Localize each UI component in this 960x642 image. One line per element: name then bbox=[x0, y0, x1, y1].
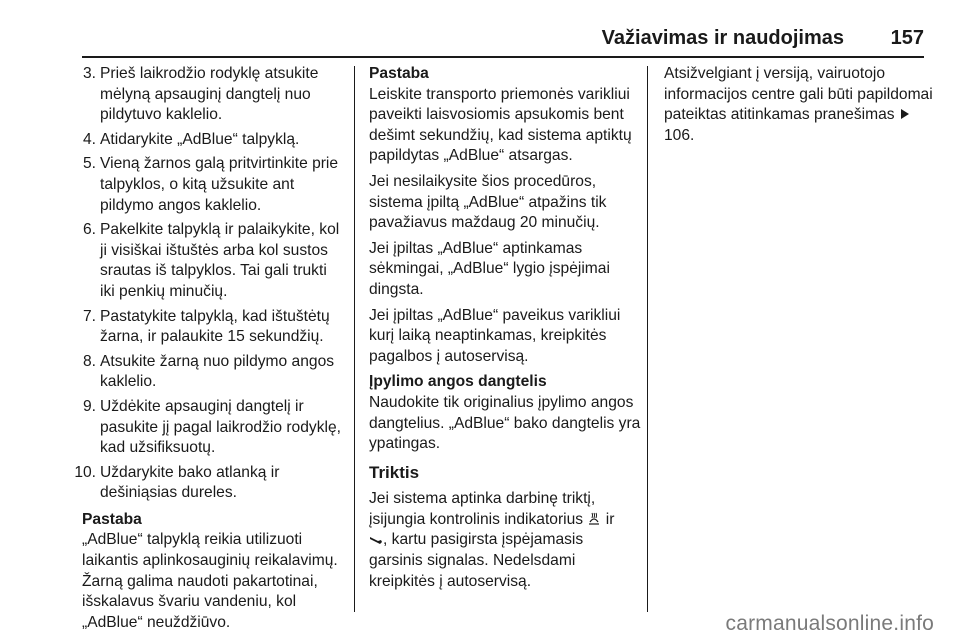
list-item bbox=[70, 463, 342, 504]
step-number: 5. bbox=[82, 155, 96, 173]
note-paragraph: Leiskite transporto priemonės varikliui paveikti laisvosiomis apsukomis bent dešimt sekundžių, kad sistema aptiktų papildytas „AdBlue“ atsargas. bbox=[369, 85, 632, 165]
list-item bbox=[70, 64, 342, 126]
note-paragraph: Jei nesilaikysite šios procedūros, sistema įpiltą „AdBlue“ atpažins tik pavažiavus maždaug 20 minučių. bbox=[369, 172, 607, 232]
fault-text-end: , kartu pasigirsta įspėjamasis garsinis signalas. Nedelsdami kreipkitės į autoservisą. bbox=[369, 531, 584, 590]
note-text: „AdBlue“ talpyklą reikia utilizuoti laikantis aplinkosauginių reikalavimų. Žarną galima naudoti pakartotinai, išskalavus švariu vandeniu, kol „AdBlue“ neuždžiūvo. bbox=[82, 531, 338, 631]
list-item bbox=[70, 130, 342, 151]
column-2 bbox=[369, 64, 641, 597]
list-item bbox=[70, 352, 342, 393]
fault-text-start: Jei sistema aptinka darbinę triktį, įsijungia kontrolinis indikatorius bbox=[369, 490, 596, 528]
step-number: 4. bbox=[82, 130, 96, 148]
step-text: Atidarykite „AdBlue“ talpyklą. bbox=[100, 130, 300, 148]
fault-text-ir: ir bbox=[605, 510, 615, 528]
list-item bbox=[70, 397, 342, 459]
list-item bbox=[70, 307, 342, 348]
note-heading: Pastaba bbox=[369, 65, 429, 82]
step-text: Atsukite žarną nuo pildymo angos kaklelio. bbox=[100, 352, 335, 391]
step-number: 3. bbox=[82, 65, 96, 82]
note-heading: Pastaba bbox=[82, 510, 142, 528]
note-block bbox=[82, 510, 342, 634]
watermark: carmanualsonline.info bbox=[725, 612, 934, 635]
page-reference-link[interactable]: 106. bbox=[664, 126, 695, 144]
header-divider bbox=[82, 56, 924, 58]
step-number: 10. bbox=[74, 463, 96, 481]
step-text: Uždėkite apsauginį dangtelį ir pasukite jį pagal laikrodžio rodyklę, kad užsifiksuotų. bbox=[100, 397, 341, 457]
step-number: 8. bbox=[82, 352, 96, 370]
step-text: Pakelkite talpyklą ir palaikykite, kol ji visiškai ištuštės arba kol sustos srautas iš talpyklos. Tai gali trukti iki penkių minučių. bbox=[100, 221, 340, 300]
list-item bbox=[70, 154, 342, 216]
column-divider-1 bbox=[354, 66, 355, 612]
column-3 bbox=[664, 64, 936, 151]
column-1 bbox=[70, 64, 342, 633]
section-subheading: Įpylimo angos dangtelis bbox=[369, 373, 547, 391]
step-text: Uždarykite bako atlanką ir dešiniąsias dureles. bbox=[100, 463, 280, 502]
paragraph bbox=[369, 489, 641, 592]
paragraph bbox=[664, 64, 936, 146]
step-text: Vieną žarnos galą pritvirtinkite prie talpyklos, o kitą užsukite ant pildymo angos kaklelio. bbox=[100, 155, 339, 214]
wrench-icon bbox=[369, 532, 383, 546]
step-number: 7. bbox=[82, 307, 96, 325]
list-item bbox=[70, 220, 342, 302]
step-text: Pastatykite talpyklą, kad ištuštėtų žarna, ir palaukite 15 sekundžių. bbox=[100, 307, 330, 346]
exhaust-warning-icon bbox=[587, 512, 601, 526]
step-text: Prieš laikrodžio rodyklę atsukite mėlyną apsauginį dangtelį nuo pildytuvo kaklelio. bbox=[100, 65, 319, 124]
page-reference-arrow-icon bbox=[901, 109, 909, 119]
paragraph: Naudokite tik originalius įpylimo angos dangtelius. „AdBlue“ bako dangtelis yra ypatingas. bbox=[369, 393, 641, 453]
steps-list bbox=[70, 64, 342, 504]
paragraph-text: Atsižvelgiant į versiją, vairuotojo informacijos centre gali būti papildomai pateiktas atitinkamas pranešimas bbox=[664, 65, 933, 124]
note-paragraph: Jei įpiltas „AdBlue“ paveikus varikliui kurį laiką neaptinkamas, kreipkitės pagalbos į autoservisą. bbox=[369, 306, 621, 365]
page-title: Važiavimas ir naudojimas bbox=[601, 27, 844, 49]
page-number: 157 bbox=[890, 27, 924, 49]
page-header bbox=[82, 24, 924, 54]
section-heading: Triktis bbox=[369, 462, 420, 482]
note-paragraph: Jei įpiltas „AdBlue“ aptinkamas sėkmingai, „AdBlue“ lygio įspėjimai dingsta. bbox=[369, 239, 610, 298]
column-divider-2 bbox=[647, 66, 648, 612]
step-number: 6. bbox=[82, 221, 96, 239]
step-number: 9. bbox=[82, 397, 96, 415]
